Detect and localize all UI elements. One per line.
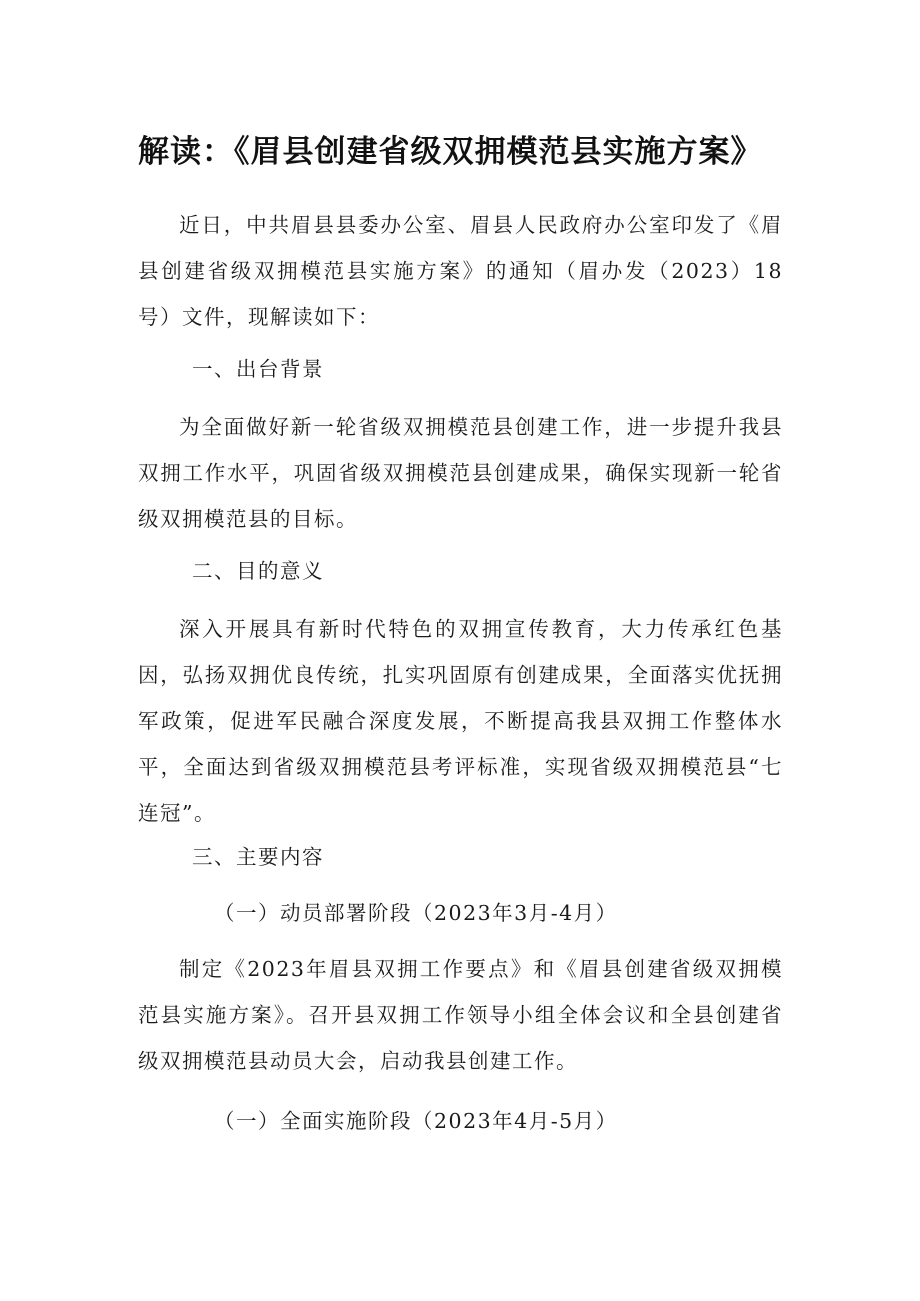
stage-heading-implementation: （一）全面实施阶段（2023年4月-5月）	[214, 1109, 618, 1133]
intro-paragraph: 近日，中共眉县县委办公室、眉县人民政府办公室印发了《眉县创建省级双拥模范县实施方案》的通知（眉办发（2023）18号）文件，现解读如下：	[138, 213, 783, 329]
section-heading-purpose: 二、目的意义	[192, 559, 324, 583]
background-paragraph: 为全面做好新一轮省级双拥模范县创建工作，进一步提升我县双拥工作水平，巩固省级双拥模范县创建成果，确保实现新一轮省级双拥模范县的目标。	[138, 415, 783, 531]
stage-heading-mobilization: （一）动员部署阶段（2023年3月-4月）	[214, 901, 618, 925]
purpose-paragraph: 深入开展具有新时代特色的双拥宣传教育，大力传承红色基因，弘扬双拥优良传统，扎实巩固原有创建成果，全面落实优抚拥军政策，促进军民融合深度发展，不断提高我县双拥工作整体水平，全面达到省级双拥模范县考评标准，实现省级双拥模范县“七连冠”。	[138, 617, 783, 825]
document-title: 解读：《眉县创建省级双拥模范县实施方案》	[138, 134, 763, 170]
mobilization-paragraph: 制定《2023年眉县双拥工作要点》和《眉县创建省级双拥模范县实施方案》。召开县双拥工作领导小组全体会议和全县创建省级双拥模范县动员大会，启动我县创建工作。	[138, 957, 783, 1073]
section-heading-content: 三、主要内容	[192, 845, 324, 869]
section-heading-background: 一、出台背景	[192, 357, 324, 381]
